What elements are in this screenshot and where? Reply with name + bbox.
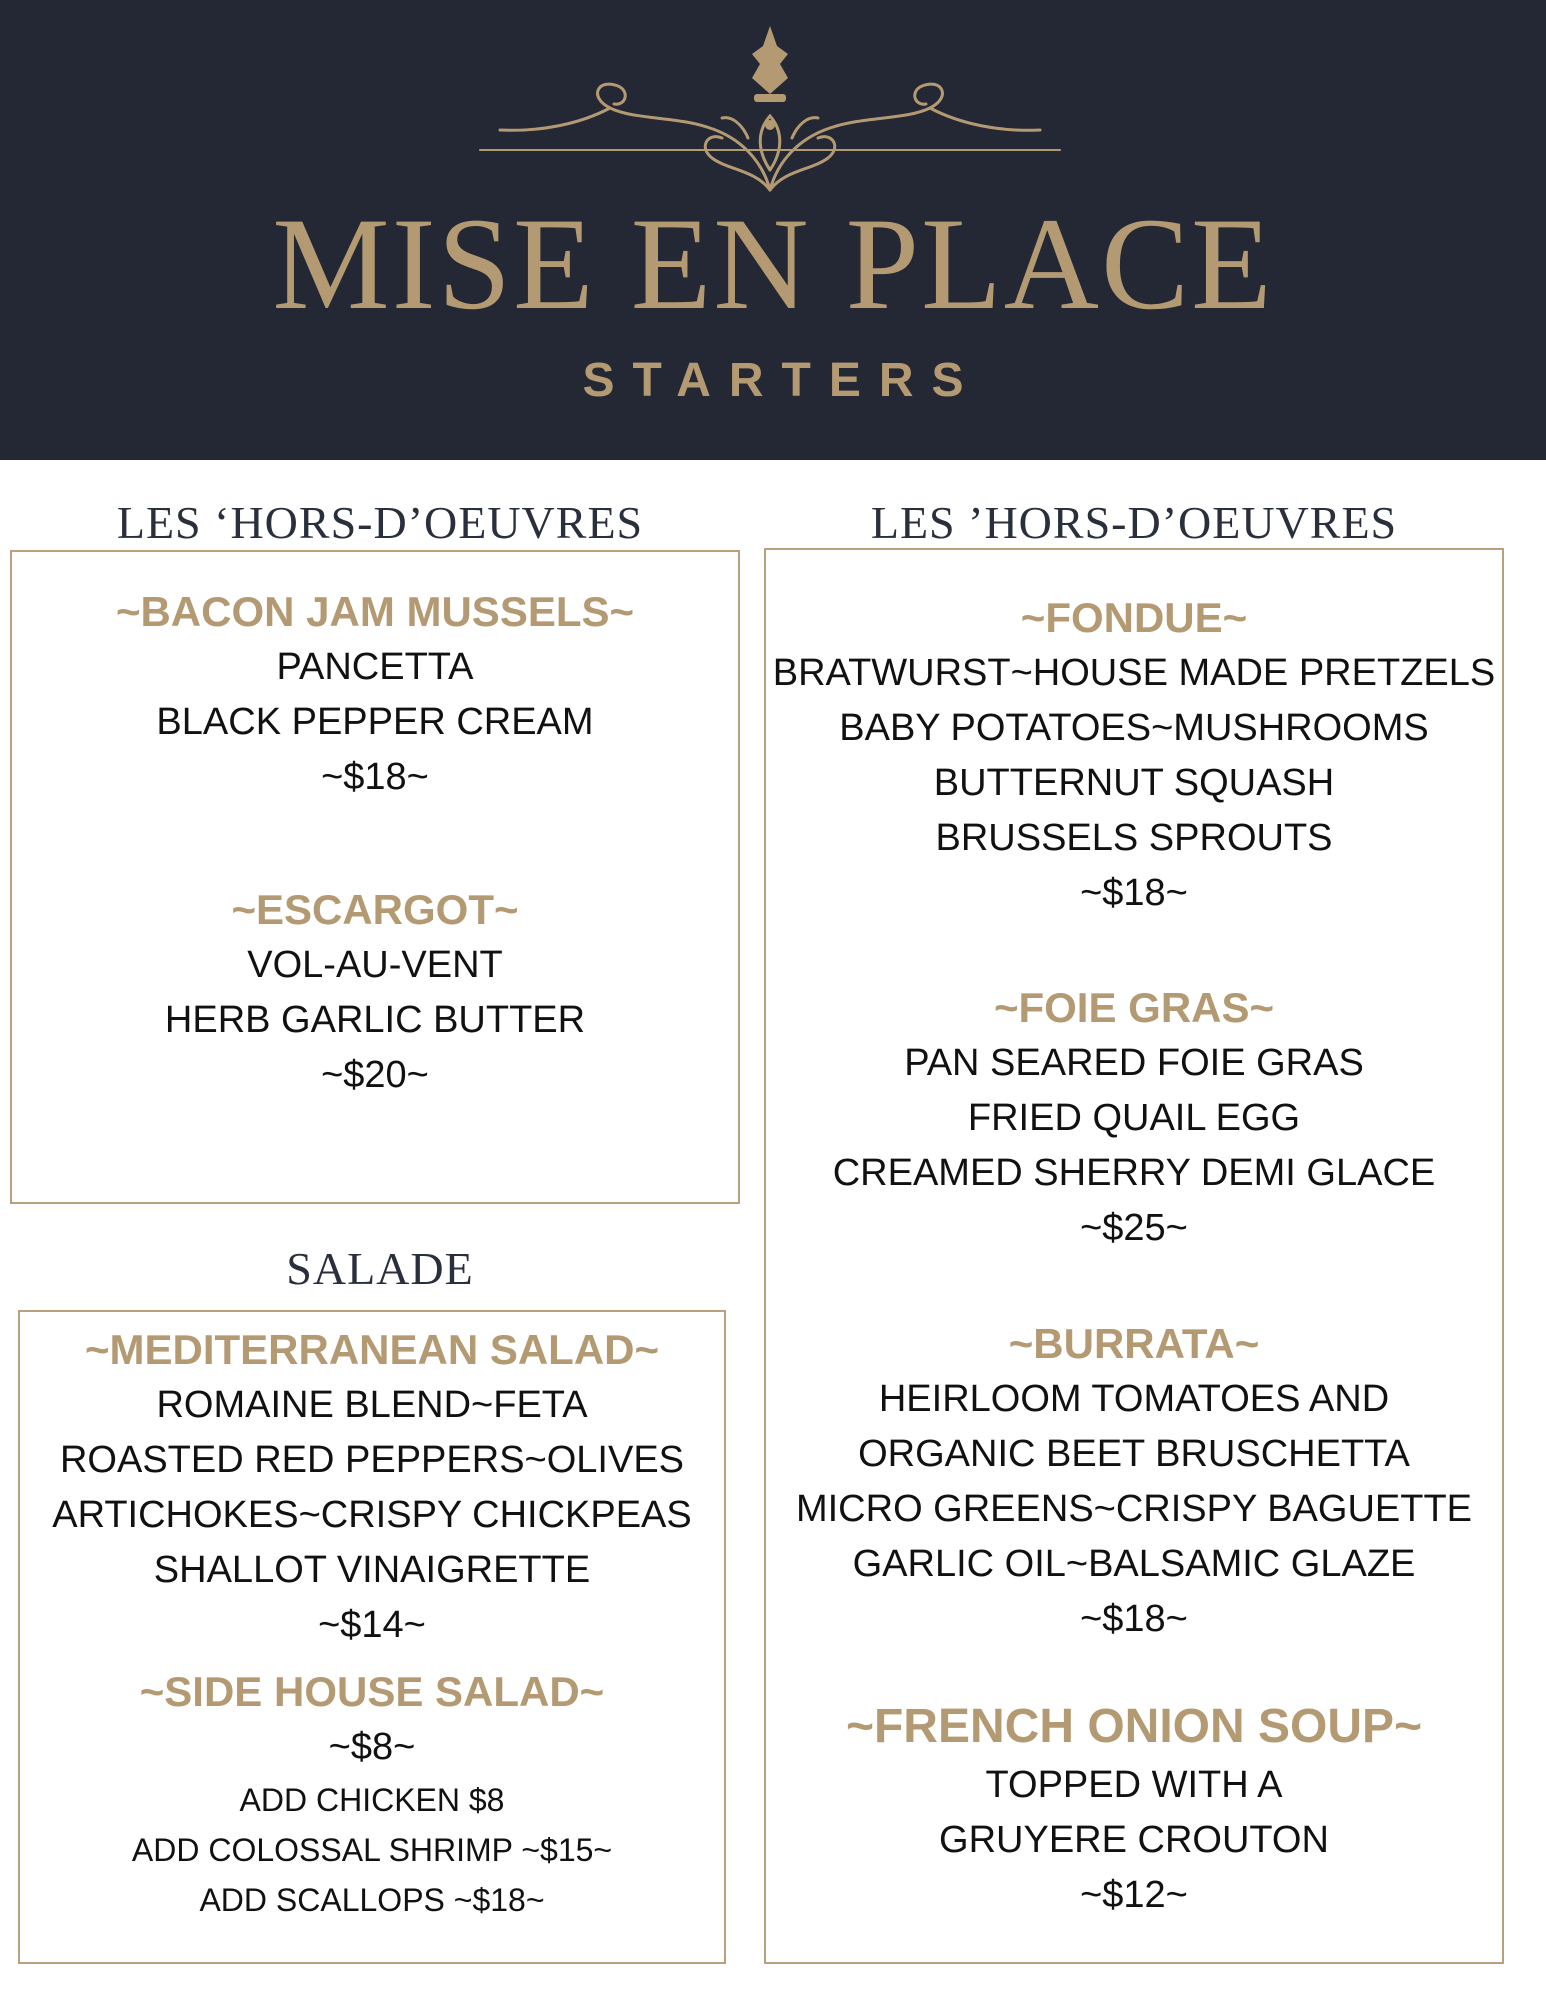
item-description: HERB GARLIC BUTTER [164,999,586,1041]
item-name: ~BURRATA~ [1008,1320,1260,1367]
item-description: MICRO GREENS~CRISPY BAGUETTE [795,1488,1473,1530]
item-name: ~FONDUE~ [1020,594,1248,641]
item-name: ~BACON JAM MUSSELS~ [115,588,635,635]
item-price: ~$18~ [1080,872,1188,914]
menu-item-french-onion-soup [766,1696,1502,1923]
item-description: BLACK PEPPER CREAM [156,701,594,743]
right-hors-doeuvres-title: LES ’HORS-D’OEUVRES [870,497,1398,548]
item-description: GARLIC OIL~BALSAMIC GLAZE [852,1543,1416,1585]
item-price: ~$25~ [1080,1207,1188,1249]
menu-item-burrata [766,1316,1502,1647]
menu-item-mediterranean-salad [20,1322,724,1653]
menu-item-foie-gras [766,980,1502,1256]
item-description: BABY POTATOES~MUSHROOMS [839,707,1429,749]
item-price: ~$20~ [321,1054,429,1096]
item-price: ~$12~ [1080,1874,1188,1916]
menu-item-escargot [12,882,738,1103]
item-description: SHALLOT VINAIGRETTE [153,1549,591,1591]
item-name: ~FOIE GRAS~ [993,984,1275,1031]
item-description: ORGANIC BEET BRUSCHETTA [858,1433,1410,1475]
item-price: ~$18~ [1080,1598,1188,1640]
menu-subtitle: STARTERS [582,354,982,407]
item-description: HEIRLOOM TOMATOES AND [878,1378,1390,1420]
item-description: GRUYERE CROUTON [939,1819,1329,1861]
menu-item-bacon-jam-mussels [12,584,738,805]
item-name: ~FRENCH ONION SOUP~ [845,1700,1423,1753]
item-price: ~$14~ [318,1604,426,1646]
item-name: ~ESCARGOT~ [231,886,519,933]
item-description: BUTTERNUT SQUASH [933,762,1335,804]
item-name: ~SIDE HOUSE SALAD~ [139,1668,605,1715]
item-description: TOPPED WITH A [985,1764,1283,1806]
addon-option: ADD COLOSSAL SHRIMP ~$15~ [131,1832,613,1868]
addon-option: ADD SCALLOPS ~$18~ [199,1882,545,1918]
menu-item-side-house-salad [20,1664,724,1925]
addon-option: ADD CHICKEN $8 [239,1782,505,1818]
flourish-ornament-icon [470,20,1070,200]
item-description: CREAMED SHERRY DEMI GLACE [832,1152,1436,1194]
item-description: PAN SEARED FOIE GRAS [904,1042,1364,1084]
right-hors-doeuvres-box [764,548,1504,1964]
restaurant-name: MISE EN PLACE [272,190,1274,337]
left-hors-doeuvres-title: LES ‘HORS-D’OEUVRES [116,497,644,548]
item-description: BRUSSELS SPROUTS [935,817,1333,859]
menu-header [0,0,1546,460]
menu-item-fondue [766,590,1502,921]
item-description: ARTICHOKES~CRISPY CHICKPEAS [52,1494,692,1536]
left-hors-doeuvres-box [10,550,740,1204]
salade-box [18,1310,726,1964]
item-description: BRATWURST~HOUSE MADE PRETZELS [772,652,1496,694]
item-description: ROMAINE BLEND~FETA [156,1384,588,1426]
item-price: ~$18~ [321,756,429,798]
item-name: ~MEDITERRANEAN SALAD~ [84,1326,660,1373]
salade-title: SALADE [286,1243,474,1294]
item-description: FRIED QUAIL EGG [967,1097,1301,1139]
item-price: ~$8~ [328,1726,416,1768]
item-description: ROASTED RED PEPPERS~OLIVES [59,1439,685,1481]
item-description: VOL-AU-VENT [247,944,503,986]
item-description: PANCETTA [276,646,474,688]
